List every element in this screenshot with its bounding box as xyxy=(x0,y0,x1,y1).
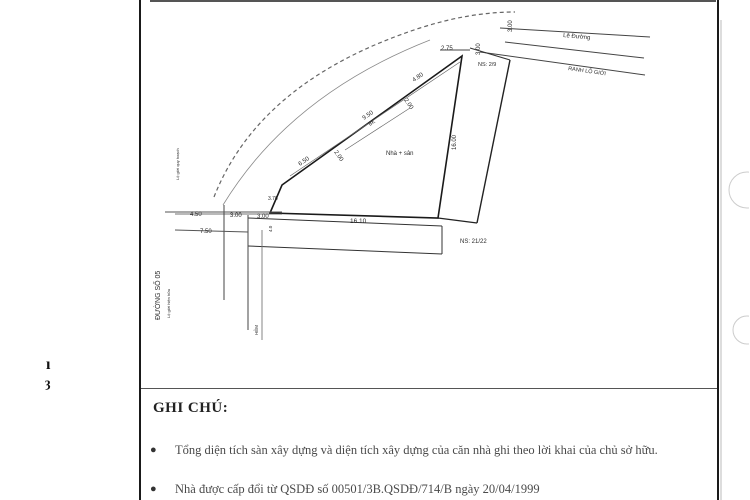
top-street-line-2 xyxy=(505,42,644,58)
dim-diag-a: 4.80 xyxy=(411,72,425,84)
right-neighbor-line xyxy=(477,60,510,223)
bottom-neighbor-line xyxy=(438,218,477,223)
note-text: Tổng diện tích sàn xây dựng và diện tích xây dựng của căn nhà ghi theo lời khai của chủ sở hữu. xyxy=(175,443,658,457)
street-curve-inner xyxy=(223,40,430,205)
dim-diag-b: 9.50 xyxy=(361,110,375,122)
note-item xyxy=(150,481,710,497)
dim-top-front: 2.75 xyxy=(441,46,453,52)
dim-diag-c: 6.50 xyxy=(297,156,311,168)
dim-left-b: 3.00 xyxy=(230,213,242,219)
street-left-label: ĐƯỜNG SỐ 05 xyxy=(155,270,162,320)
dim-left-d: 7.50 xyxy=(200,229,212,235)
dim-right-side: 16.00 xyxy=(452,134,458,150)
street-top-label: Lê Đường xyxy=(562,33,591,42)
dim-left-a: 4.50 xyxy=(190,212,202,218)
setback-label: RANH LỘ GIỚI xyxy=(567,66,607,78)
street-left-small-label-2: Lộ giới quy hoạch xyxy=(175,148,180,180)
bullet-icon: ● xyxy=(150,483,157,495)
dim-left-small: 3.70 xyxy=(268,196,278,202)
dim-top-far: 3.00 xyxy=(508,20,514,32)
bullet-icon: ● xyxy=(150,444,157,456)
lane-label: HẺM xyxy=(254,325,259,335)
note-text: Nhà được cấp đổi từ QSDĐ số 00501/3B.QSDĐ/714/B ngày 20/04/1999 xyxy=(175,482,540,496)
strip-top-line xyxy=(248,218,442,226)
neighbor-label: NS: 21/22 xyxy=(460,239,487,245)
inner-dim-line xyxy=(345,108,410,150)
dim-diag-e: 2.00 xyxy=(332,149,344,163)
margin-mark-bottom: ȝ xyxy=(45,376,51,391)
dim-bottom-side: 16.10 xyxy=(350,218,367,225)
house-number-label: NS: 2/9 xyxy=(478,62,497,68)
dim-diag-d: 2.00 xyxy=(402,97,414,111)
dim-lane: 4.0 xyxy=(268,225,273,232)
notes-title: GHI CHÚ: xyxy=(153,400,229,416)
street-left-small-label: Lộ giới hiện hữu xyxy=(166,288,171,318)
diag-dim-line xyxy=(290,62,460,176)
right-edge-artifacts xyxy=(719,0,749,500)
dim-left-c: 3.00 xyxy=(257,214,269,220)
note-item xyxy=(150,442,710,458)
strip-bottom-line xyxy=(248,246,442,254)
street-curve xyxy=(214,12,515,197)
room-label: Nhà + sân xyxy=(386,151,414,157)
dim-right-width: 3.00 xyxy=(476,43,482,55)
balcony-label: BK xyxy=(367,118,377,128)
margin-mark-top: ı xyxy=(46,356,51,373)
